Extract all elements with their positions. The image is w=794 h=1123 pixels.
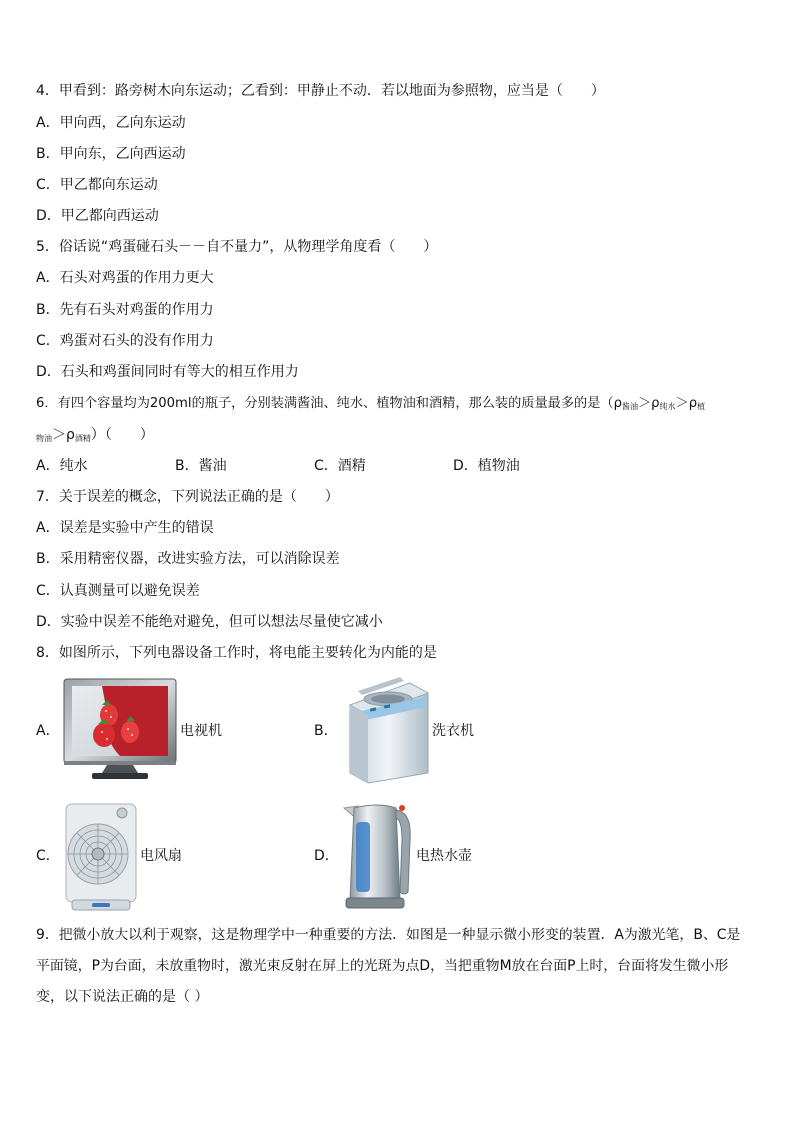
q7-option-b: B．采用精密仪器，改进实验方法，可以消除误差 [36,551,340,567]
q9-stem [36,920,756,1013]
q8-option-c-caption: 电风扇 [140,848,182,864]
q4-option-d: D．甲乙都向西运动 [36,208,159,224]
q6-option-a: A．纯水 [36,458,88,474]
q5-stem: 5．俗话说“鸡蛋碰石头－－自不量力”，从物理学角度看（ ） [36,239,438,255]
q6-option-c: C．酒精 [314,458,366,474]
electric-fan-image [62,800,140,914]
q8-option-c-label: C． [36,848,60,864]
q8-stem: 8．如图所示，下列电器设备工作时，将电能主要转化为内能的是 [36,645,437,661]
television-image [62,677,178,783]
q6-stem: 6．有四个容量均为200ml的瓶子，分别装满酱油、纯水、植物油和酒精，那么装的质量最多的是（$\rho_{酱油}>\rho_{纯水}>\rho_植$ [36,396,706,411]
q4-stem: 4．甲看到：路旁树木向东运动；乙看到：甲静止不动．若以地面为参照物，应当是（ ） [36,83,605,99]
q9-line-2: 平面镜，P为台面，未放重物时，激光束反射在屏上的光斑为点D，当把重物M放在台面P上时，台面将发生微小形 [36,958,729,974]
washing-machine-image [340,677,432,785]
q7-option-c: C．认真测量可以避免误差 [36,583,200,599]
q5-option-d: D．石头和鸡蛋间同时有等大的相互作用力 [36,364,299,380]
q4-option-c: C．甲乙都向东运动 [36,177,158,193]
q9-line-1: 9．把微小放大以利于观察，这是物理学中一种重要的方法．如图是一种显示微小形变的装置．A为激光笔，B、C是 [36,927,741,943]
electric-kettle-image [338,800,414,912]
q8-option-b-caption: 洗衣机 [432,723,474,739]
q5-option-b: B．先有石头对鸡蛋的作用力 [36,302,214,318]
q8-option-b-label: B． [314,723,338,739]
q5-option-c: C．鸡蛋对石头的没有作用力 [36,333,214,349]
q8-option-d-label: D． [314,848,339,864]
q5-option-a: A．石头对鸡蛋的作用力更大 [36,270,214,286]
q4-option-b: B．甲向东，乙向西运动 [36,146,186,162]
q6-option-b: B．酱油 [175,458,227,474]
q7-option-d: D．实验中误差不能绝对避免，但可以想法尽量使它减小 [36,614,383,630]
q8-option-d-caption: 电热水壶 [416,848,472,864]
q6-stem-continued: $_{物油}>\rho_{酒精}$）（ ） [36,427,154,443]
q7-stem: 7．关于误差的概念，下列说法正确的是（ ） [36,489,339,505]
q6-option-d: D．植物油 [453,458,520,474]
q8-option-a-label: A． [36,723,60,739]
q4-option-a: A．甲向西，乙向东运动 [36,115,186,131]
q7-option-a: A．误差是实验中产生的错误 [36,520,214,536]
q8-option-a-caption: 电视机 [180,723,222,739]
q9-line-3: 变，以下说法正确的是（ ） [36,989,209,1005]
